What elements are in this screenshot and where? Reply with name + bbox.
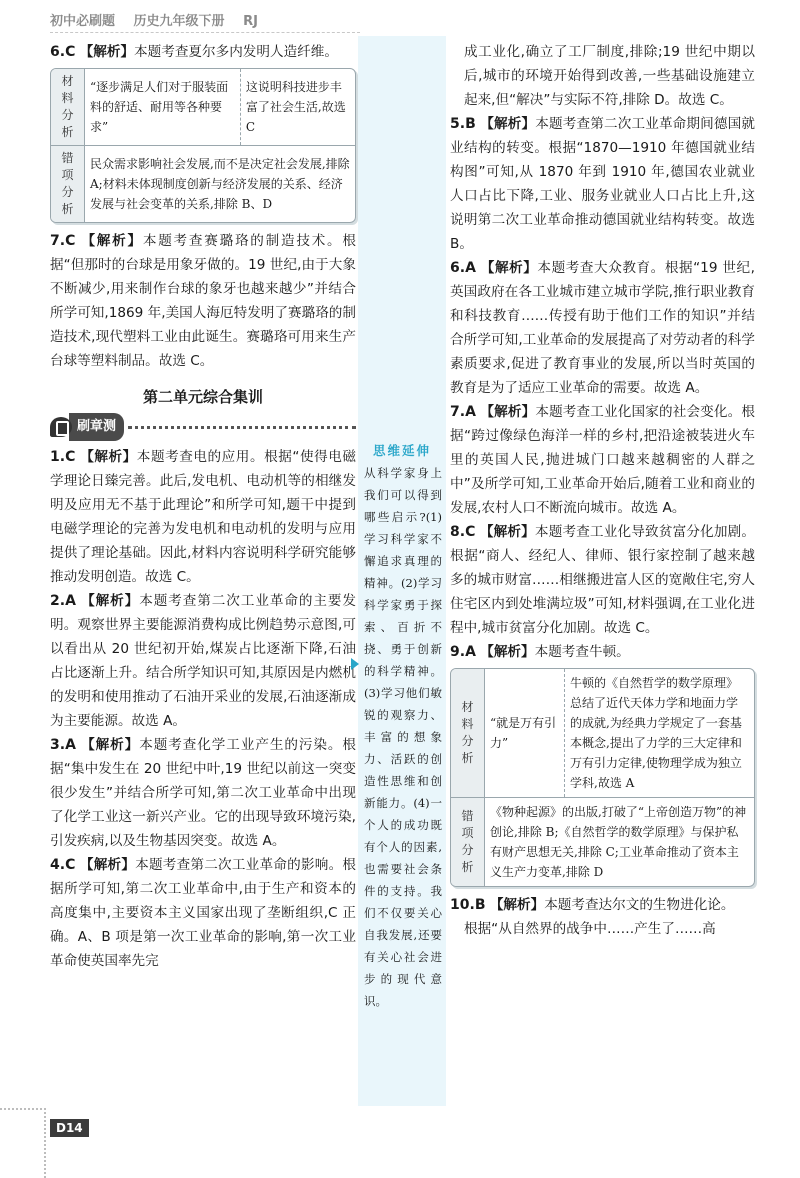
header-rule — [50, 32, 360, 33]
analysis-tag: 【解析】 — [79, 857, 136, 873]
analysis-text: 本题考查工业化导致贫富分化加剧。根据“商人、经纪人、律师、银行家控制了越来越多的城市财富……相继搬进富人区的宽敞住宅,穷人住宅区内到处堆满垃圾”可知,材料强调,在工业化进程中,城市贫富分化加剧。故选 C。 — [450, 524, 756, 636]
question-number: 3. — [50, 737, 66, 753]
question-number: 5. — [450, 116, 466, 132]
material-quote: “逐步满足人们对于服装面料的舒适、耐用等各种要求” — [85, 69, 241, 145]
analysis-text: 本题考查化学工业产生的污染。根据“集中发生在 20 世纪中叶,19 世纪以前这一突变很少发生”并结合所学可知,第二次工业革命中出现了化学工业这一新兴产业。它的出现导致环境污染,引发疾病,以及生物基因突变。故选 A。 — [50, 737, 357, 849]
series-name: 初中必刷题 — [50, 14, 116, 29]
question-number: 6. — [50, 44, 66, 60]
analysis-text: 本题考查夏尔多内发明人造纤维。 — [134, 44, 338, 60]
question-number: 10. — [450, 897, 475, 913]
page-number: D14 — [50, 1119, 89, 1137]
answer-10-continued: 根据“从自然界的战争中……产生了……高 — [464, 921, 716, 937]
question-number: 6. — [450, 260, 466, 276]
answer-4 — [50, 853, 356, 973]
answer-letter: A — [65, 593, 76, 609]
left-column — [50, 40, 356, 973]
analysis-table-9 — [450, 668, 755, 887]
answer-letter: A — [465, 644, 476, 660]
analysis-tag: 【解析】 — [489, 897, 545, 913]
unit-title: 第二单元综合集训 — [142, 388, 263, 406]
analysis-table-6 — [50, 68, 356, 223]
running-header — [50, 10, 272, 29]
answer-letter: C — [465, 524, 476, 540]
analysis-text: 本题考查牛顿。 — [534, 644, 630, 660]
answer-4-continued: 成工业化,确立了工厂制度,排除;19 世纪中期以后,城市的环境开始得到改善,一些基础设施建立起来,但“解决”与实际不符,排除 D。故选 C。 — [464, 44, 755, 108]
answer-6 — [450, 256, 755, 400]
wrong-option-analysis: 《物种起源》的出版,打破了“上帝创造万物”的神创论,排除 B;《自然哲学的数学原理》与保护私有财产思想无关,排除 C;工业革命推动了资本主义生产力变革,排除 D — [485, 797, 754, 886]
answer-letter: C — [65, 233, 76, 249]
analysis-tag: 【解析】 — [480, 116, 536, 132]
question-number: 7. — [450, 404, 466, 420]
section-banner — [50, 415, 356, 439]
analysis-text: 本题考查达尔文的生物进化论。 — [544, 897, 735, 913]
analysis-text: 本题考查电的应用。根据“使得电磁学理论日臻完善。此后,发电机、电动机等的相继发明及应用无不基于此理论”和所学可知,题干中提到电磁学理论的完善为发电机和电动机的发明与应用提供了理论基础。因此,材料内容说明科学研究能够推动发明创造。故选 C。 — [50, 449, 356, 585]
answer-letter: B — [465, 116, 476, 132]
book-title: 历史九年级下册 — [133, 14, 225, 29]
question-number: 9. — [450, 644, 466, 660]
banner-label: 刷章测 — [69, 413, 124, 441]
analysis-text: 本题考查第二次工业革命的影响。根据所学可知,第二次工业革命中,由于生产和资本的高度集中,主要资本主义国家出现了垄断组织,C 正确。A、B 项是第一次工业革命的影响,第一次工业革命使英国率先完 — [50, 857, 356, 969]
answer-2 — [50, 589, 356, 733]
answer-letter: B — [474, 897, 486, 913]
row-label: 材料分析 — [51, 69, 85, 145]
answer-7 — [450, 400, 755, 520]
row-label: 错项分析 — [451, 797, 485, 886]
analysis-tag: 【解析】 — [480, 404, 536, 420]
answer-6 — [50, 40, 356, 64]
answer-letter: A — [65, 737, 76, 753]
analysis-text: 本题考查第二次工业革命的主要发明。观察世界主要能源消费构成比例趋势示意图,可以看出从 20 世纪初开始,煤炭占比逐渐下降,石油占比逐渐上升。结合所学知识可知,其原因是内燃机的发明和使用推动了石油开采业的发展,石油逐渐成为主要能源。故选 A。 — [50, 593, 357, 729]
analysis-tag: 【解析】 — [81, 737, 140, 753]
analysis-tag: 【解析】 — [80, 449, 137, 465]
answer-letter: C — [65, 44, 76, 60]
question-number: 4. — [50, 857, 66, 873]
question-number: 7. — [50, 233, 66, 249]
sidebar-title: 思维延伸 — [372, 443, 431, 458]
analysis-text: 本题考查第二次工业革命期间德国就业结构的转变。根据“1870—1910 年德国就业结构图”可知,从 1870 年到 1910 年,德国农业就业人口占比下降,工业、服务业就业人口占比上升,这说明第二次工业革命推动德国就业结构转变。故选 B。 — [450, 116, 756, 252]
analysis-text: 本题考查赛璐珞的制造技术。根据“但那时的台球是用象牙做的。19 世纪,由于大象不断减少,用来制作台球的象牙也越来越少”并结合所学可知,1869 年,美国人海厄特发明了赛璐珞的制造技术,现代塑料工业由此诞生。赛璐珞可用来生产台球等塑料制品。故选 C。 — [50, 233, 357, 369]
book-icon — [50, 417, 72, 437]
answer-5 — [450, 112, 755, 256]
analysis-text: 本题考查工业化国家的社会变化。根据“跨过像绿色海洋一样的乡村,把沿途被装进火车里的英国人民,抛进城门口越来越稠密的人群之中”及所学可知,工业革命开始后,随着工业和商业的发展,农村人口不断流向城市。故选 A。 — [450, 404, 755, 516]
answer-3 — [50, 733, 356, 853]
material-explain: 牛顿的《自然哲学的数学原理》总结了近代天体力学和地面力学的成就,为经典力学规定了一套基本概念,提出了力学的三大定律和万有引力定律,使物理学成为独立学科,故选 A — [570, 676, 742, 790]
analysis-tag: 【解析】 — [480, 644, 535, 660]
analysis-text: 本题考查大众教育。根据“19 世纪,英国政府在各工业城市建立城市学院,推行职业教育和科技教育……传授有助于他们工作的知识”并结合所学可知,工业革命的发展提高了对劳动者的科学素质要求,促进了教育事业的发展,所以当时英国的教育是为了适应工业革命的需要。故选 A。 — [450, 260, 755, 396]
analysis-tag: 【解析】 — [81, 233, 143, 249]
row-label: 错项分析 — [51, 145, 85, 222]
right-column — [450, 40, 755, 941]
question-number: 1. — [50, 449, 66, 465]
analysis-tag: 【解析】 — [79, 44, 135, 60]
material-explain: 这说明科技进步丰富了社会生活,故选 C — [245, 80, 346, 134]
answer-1 — [50, 445, 356, 589]
question-number: 2. — [50, 593, 66, 609]
sidebar-body: 从科学家身上我们可以得到哪些启示?(1)学习科学家不懈追求真理的精神。(2)学习科学家勇于探索、百折不挠、勇于创新的科学精神。(3)学习他们敏锐的观察力、丰富的想象力、活跃的创造性思维和创新能力。(4)一个人的成功既有个人的因素,也需要社会条件的支持。我们不仅要关心自我发展,还要有关心社会进步的现代意识。 — [364, 466, 442, 1008]
answer-letter: A — [465, 260, 476, 276]
analysis-tag: 【解析】 — [480, 260, 538, 276]
answer-9 — [450, 640, 755, 664]
dotted-rule — [128, 426, 356, 429]
pointer-arrow-icon — [351, 658, 359, 670]
question-number: 8. — [450, 524, 466, 540]
analysis-tag: 【解析】 — [81, 593, 140, 609]
edition: RJ — [243, 14, 258, 29]
answer-10 — [450, 893, 755, 917]
answer-letter: C — [65, 857, 76, 873]
thinking-extension-sidebar — [358, 36, 446, 1106]
answer-letter: A — [465, 404, 476, 420]
answer-8 — [450, 520, 755, 640]
material-quote: “就是万有引力” — [485, 669, 565, 797]
row-label: 材料分析 — [451, 669, 485, 797]
analysis-tag: 【解析】 — [479, 524, 535, 540]
wrong-option-analysis: 民众需求影响社会发展,而不是决定社会发展,排除 A;材料未体现制度创新与经济发展的关系、经济发展与社会变革的关系,排除 B、D — [85, 145, 355, 222]
corner-decoration — [0, 1108, 46, 1178]
answer-letter: C — [65, 449, 76, 465]
answer-7 — [50, 229, 356, 373]
